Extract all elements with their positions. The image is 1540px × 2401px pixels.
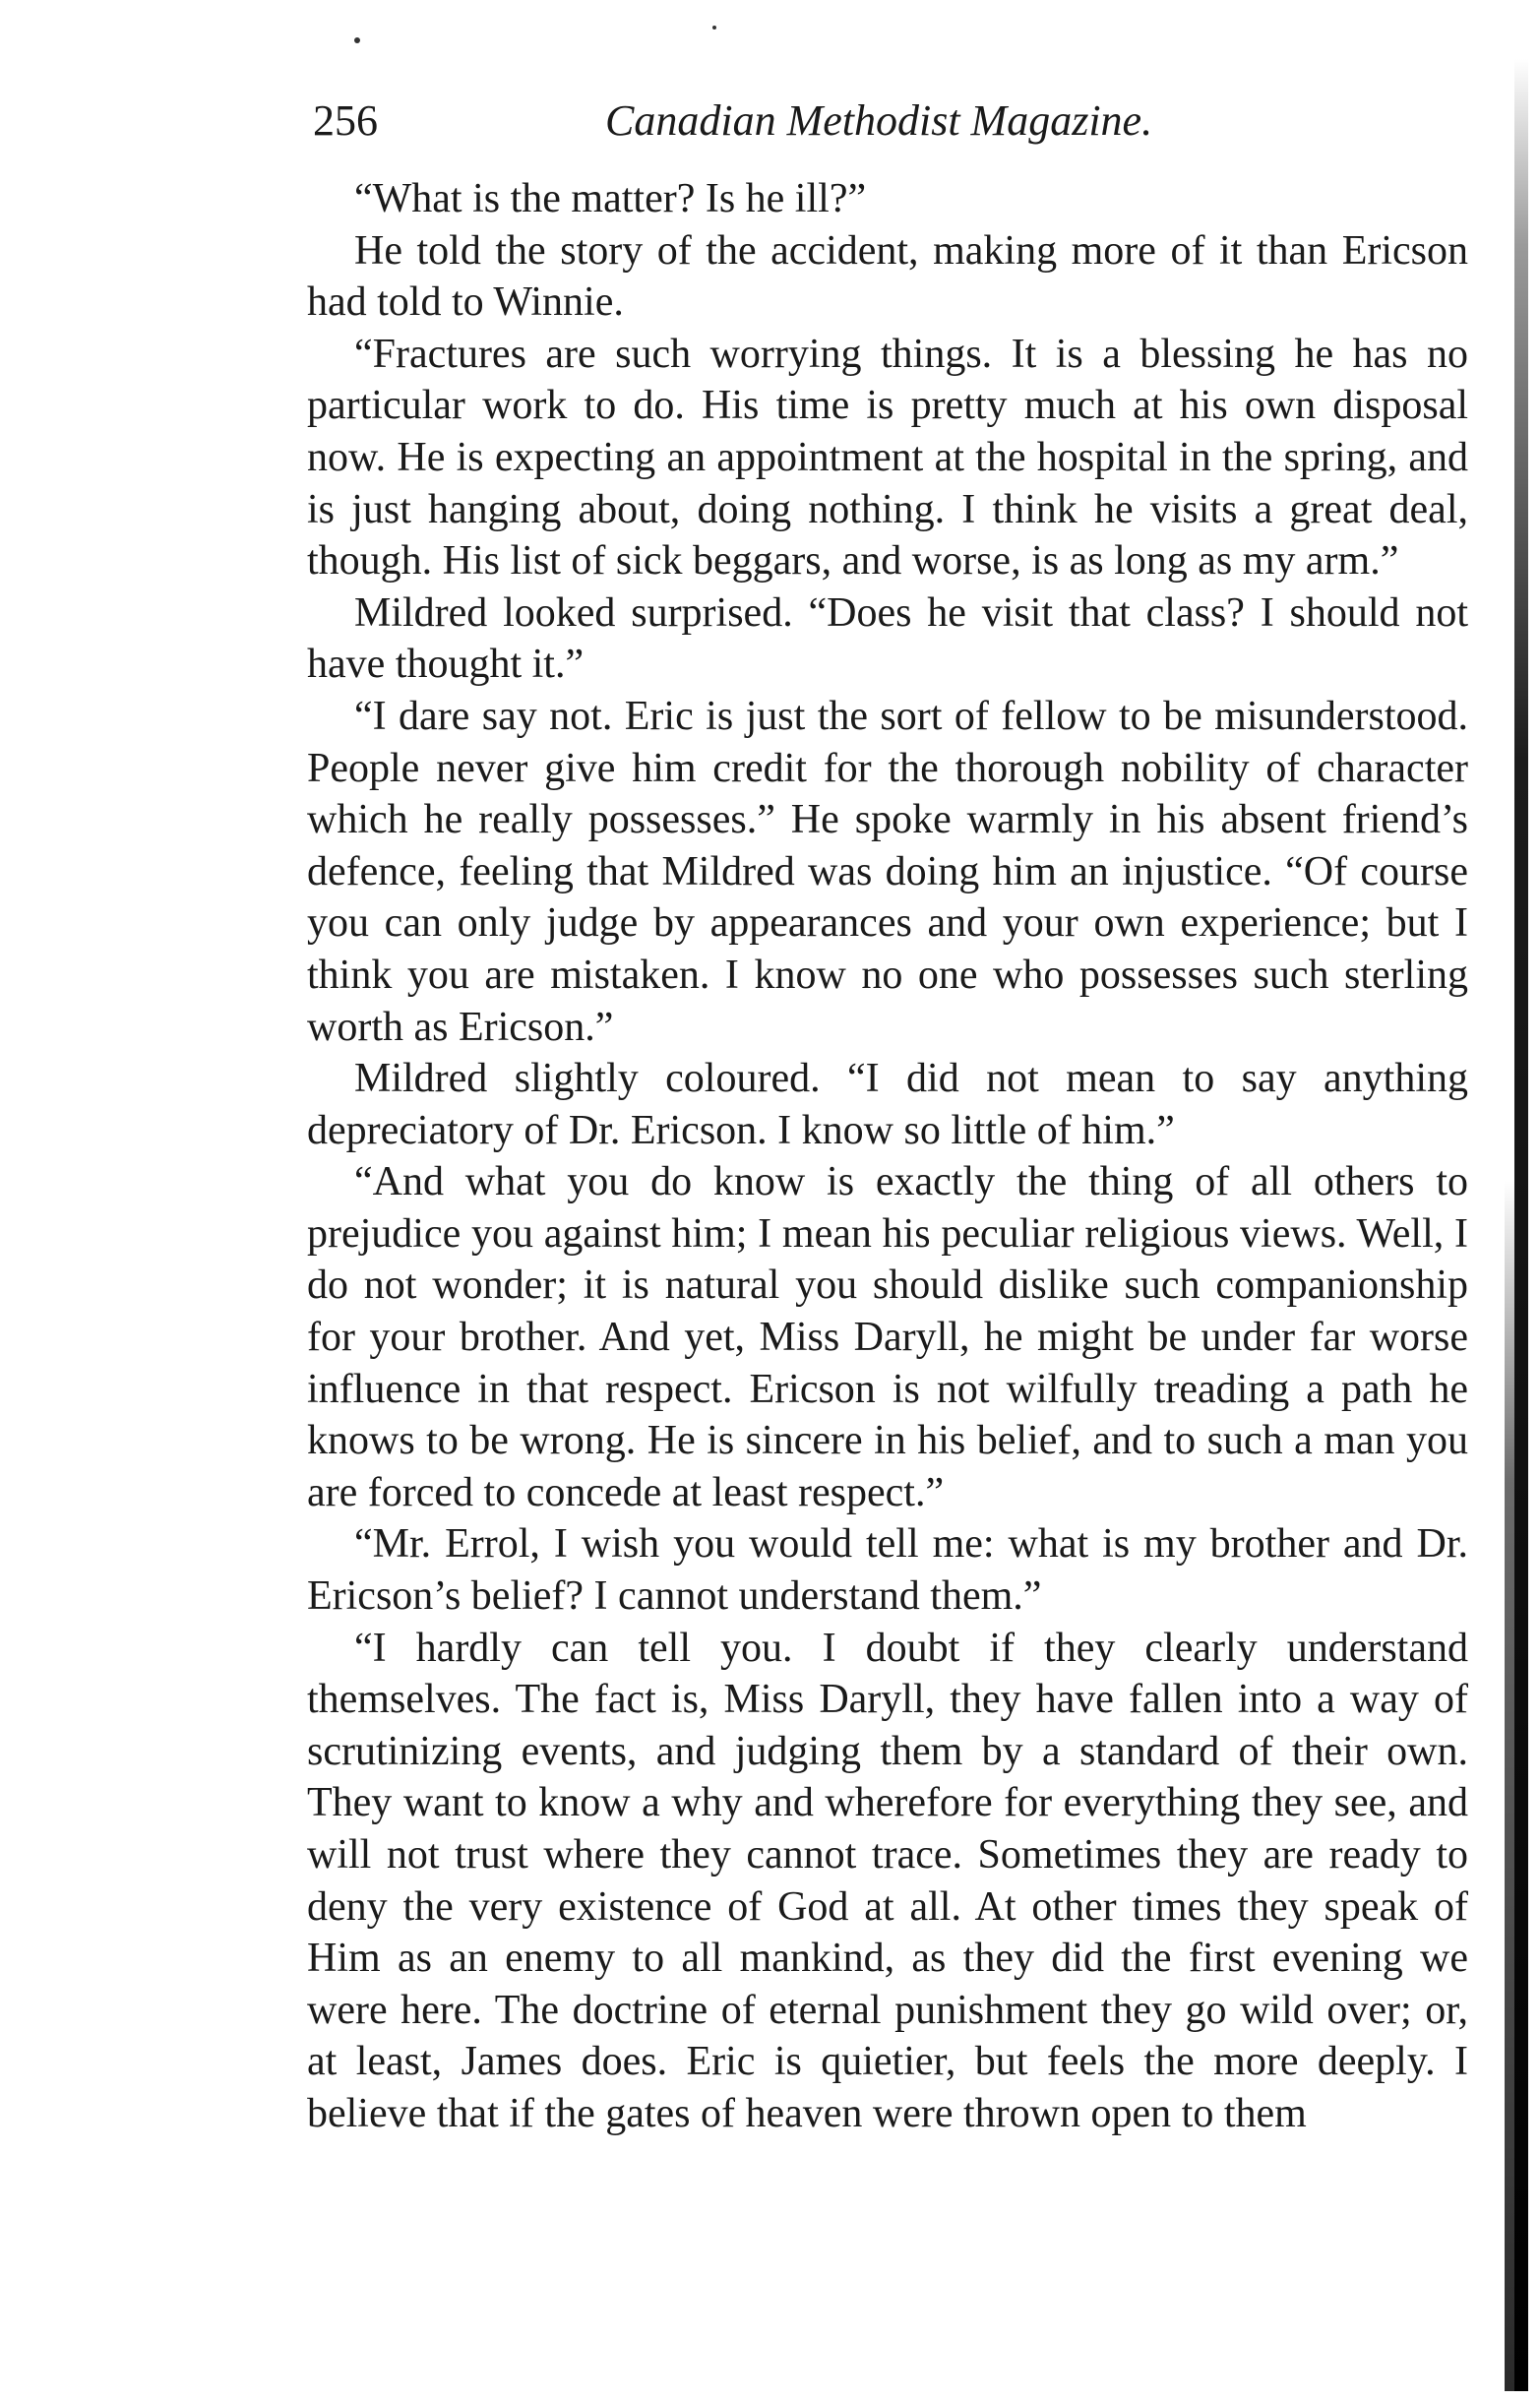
paragraph-religious-views: “And what you do know is exactly the thing of all others to prejudice you against him; I mean his peculiar religious views. Well, I do not wonder; it is natural you should dislike such companionship for your brother. And yet, Miss Daryll, he might be under far worse influence in that respect. Ericson is not wilfully treading a path he knows to be wrong. He is sincere in his belief, and to such a man you are forced to concede at least respect.” [307, 1159, 1468, 1515]
scan-edge-shadow-inner [1505, 1181, 1514, 2391]
body-text [307, 173, 1468, 2140]
paragraph-mildred-surprised: Mildred looked surprised. “Does he visit that class? I should not have thought it.” [307, 589, 1468, 688]
paragraph-misunderstood: “I dare say not. Eric is just the sort of fellow to be misunderstood. People never give him credit for the thorough nobility of character which he really possesses.” He spoke warmly in his absent friend’s defence, feeling that Mildred was doing him an injustice. “Of course you can only judge by appearances and your own experience; but I think you are mistaken. I know no one who possesses such sterling worth as Ericson.” [307, 693, 1468, 1050]
scan-edge-shadow [1514, 59, 1528, 2391]
paragraph-errol-question: “Mr. Errol, I wish you would tell me: what is my brother and Dr. Ericson’s belief? I cannot understand them.” [307, 1521, 1468, 1620]
paragraph-mildred-coloured: Mildred slightly coloured. “I did not mean to say anything depreciatory of Dr. Ericson. I know so little of him.” [307, 1056, 1468, 1153]
paragraph-fractures: “Fractures are such worrying things. It is a blessing he has no particular work to do. His time is pretty much at his own disposal now. He is expecting an appointment at the hospital in the spring, and is just hanging about, doing nothing. I think he visits a great deal, though. His list of sick beggars, and worse, is as long as my arm.” [307, 331, 1468, 585]
scan-speck [354, 37, 360, 43]
scan-speck [712, 26, 716, 30]
running-title: Canadian Methodist Magazine. [605, 96, 1153, 145]
page-header [313, 87, 1474, 155]
paragraph-accident: He told the story of the accident, making more of it than Ericson had told to Winnie. [307, 227, 1468, 326]
page-number: 256 [313, 96, 378, 145]
paragraph-question: “What is the matter? Is he ill?” [354, 176, 867, 221]
paragraph-belief: “I hardly can tell you. I doubt if they clearly understand themselves. The fact is, Miss Daryll, they have fallen into a way of scrutinizing events, and judging them by a standard of their own. They want to know a why and wherefore for everything they see, and will not trust where they cannot trace. Sometimes they are ready to deny the very existence of God at all. At other times they speak of Him as an enemy to all mankind, as they did the first evening we were here. The doctrine of eternal punishment they go wild over; or, at least, James does. Eric is quietier, but feels the more deeply. I believe that if the gates of heaven were thrown open to them [307, 1625, 1468, 2136]
